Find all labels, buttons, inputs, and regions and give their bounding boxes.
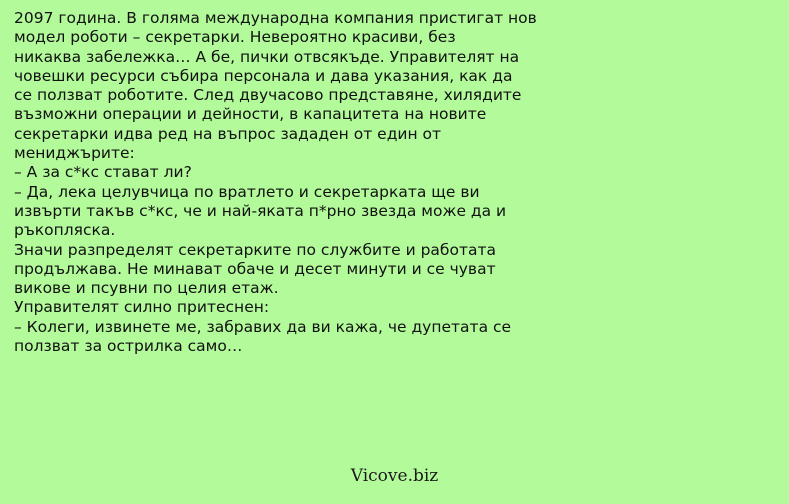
joke-line: 2097 година. В голяма международна компания пристигат нов [14,9,537,27]
joke-line: ръкопляска. [14,221,116,240]
joke-line: се ползват роботите. След двучасово представяне, хилядите [14,86,522,105]
joke-line: мениджърите: [14,144,135,163]
site-name-footer: Vicove.biz [350,466,439,486]
joke-line: модел роботи – секретарки. Невероятно красиви, без [14,28,456,47]
joke-line: ползват за острилка само… [14,337,243,356]
joke-line: викове и псувни по целия етаж. [14,279,279,298]
joke-line: възможни операции и дейности, в капацитета на новите [14,105,487,124]
joke-line: извърти такъв с*кс, че и най-яката п*рно звезда може да и [14,201,507,220]
joke-line: – Колеги, извинете ме, забравих да ви кажа, че дупетата се [14,317,512,336]
joke-line: секретарки идва ред на въпрос зададен от един от [14,124,442,143]
joke-line: – Да, лека целувчица по вратлето и секретарката ще ви [14,182,480,201]
joke-text [14,9,594,356]
joke-line: никаква забележка… А бе, пички отвсякъде. Управителят на [14,47,520,66]
joke-line: Управителят силно притеснен: [14,298,270,317]
joke-line: продължава. Не минават обаче и десет минути и се чуват [14,259,496,278]
joke-line: – А за с*кс стават ли? [14,163,192,182]
joke-line: човешки ресурси събира персонала и дава указания, как да [14,66,513,85]
joke-line: Значи разпределят секретарките по службите и работата [14,240,497,259]
